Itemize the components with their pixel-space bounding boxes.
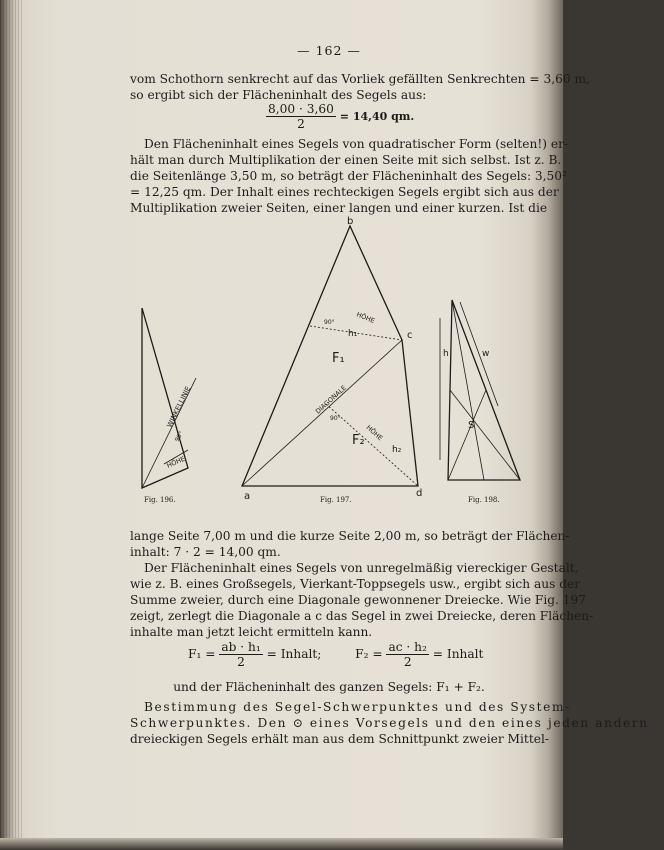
page-bottom-edge — [0, 838, 563, 850]
text-line: lange Seite 7,00 m und die kurze Seite 2,00 m, so beträgt der Flächen- — [130, 529, 570, 543]
fig198-caption: Fig. 198. — [468, 496, 500, 504]
fraction-denominator: 2 — [297, 117, 305, 131]
fig197-diagonale-label: DIAGONALE — [313, 383, 348, 416]
fraction-denominator: 2 — [403, 655, 412, 669]
figures-illustration — [130, 218, 528, 508]
f1-rhs: = Inhalt; — [266, 647, 322, 661]
fig198-h-label: h — [443, 349, 449, 359]
section-heading-line: Schwerpunktes. Den ⊙ eines Vorsegels und den eines jeden andern — [130, 716, 649, 730]
text-line: vom Schothorn senkrecht auf das Vorliek gefällten Senkrechten = 3,60 m, — [130, 72, 590, 86]
f1-lhs: F₁ = — [188, 647, 216, 661]
fig197-hoehe2-label: HÖHE — [364, 423, 385, 443]
fraction — [266, 102, 336, 131]
fig197-F1-label: F₁ — [332, 351, 345, 366]
text-line: die Seitenlänge 3,50 m, so beträgt der Flächeninhalt des Segels: 3,50² — [130, 169, 567, 183]
fig197-angle1-label: 90° — [324, 319, 335, 326]
fraction-numerator: ab · h₁ — [221, 640, 261, 654]
fig198-median2 — [452, 300, 484, 480]
fraction-denominator: 2 — [237, 655, 245, 669]
fig197-h1-label: h₁ — [348, 329, 358, 339]
fraction-numerator: 8,00 · 3,60 — [268, 102, 334, 116]
fraction — [219, 640, 262, 669]
text-line: inhalt: 7 · 2 = 14,00 qm. — [130, 545, 281, 559]
fig197-F2-label: F₂ — [352, 433, 365, 448]
text-line: wie z. B. eines Großsegels, Vierkant-Toppsegels usw., ergibt sich aus der — [130, 577, 581, 591]
fig197-vertex-c: c — [407, 330, 413, 341]
fig198-w-label: w — [482, 349, 490, 359]
formula-result: = 14,40 qm. — [339, 110, 415, 123]
fig198-median1 — [448, 390, 486, 480]
fig197-h2-label: h₂ — [392, 445, 402, 455]
fig197-angle2-label: 90° — [330, 415, 341, 422]
fraction — [386, 640, 428, 669]
text-line: inhalte man jetzt leicht ermitteln kann. — [130, 625, 373, 639]
fig196-hoehe-label: HÖHE — [165, 454, 187, 470]
fig198-w-dimension — [460, 302, 498, 406]
fig198-triangle — [448, 300, 520, 480]
text-line: zeigt, zerlegt die Diagonale a c das Segel in zwei Dreiecke, deren Flächen- — [130, 609, 594, 623]
fig196-caption: Fig. 196. — [144, 496, 176, 504]
book-spine-edge — [0, 0, 24, 850]
fig196-winkellinie-label: WINKELLINIE — [165, 385, 193, 429]
fig197-vertex-d: d — [416, 488, 423, 499]
fig197-caption: Fig. 197. — [320, 496, 352, 504]
text-line: und der Flächeninhalt des ganzen Segels: F₁ + F₂. — [173, 680, 485, 694]
fraction-numerator: ac · h₂ — [388, 640, 427, 654]
text-line: Multiplikation zweier Seiten, einer langen und einer kurzen. Ist die — [130, 201, 548, 215]
text-line: hält man durch Multiplikation der einen Seite mit sich selbst. Ist z. B. — [130, 153, 562, 167]
fig197-hoehe1-label: HÖHE — [355, 310, 376, 325]
text-line: = 12,25 qm. Der Inhalt eines rechteckigen Segels ergibt sich aus der — [130, 185, 559, 199]
fig197-vertex-b: b — [347, 216, 354, 227]
f2-lhs: F₂ = — [355, 647, 383, 661]
fig198-s-label: S — [468, 420, 475, 431]
text-line: Den Flächeninhalt eines Segels von quadratischer Form (selten!) er- — [144, 137, 569, 151]
text-line: Summe zweier, durch eine Diagonale gewonnener Dreiecke. Wie Fig. 197 — [130, 593, 587, 607]
page-number: — 162 — — [297, 43, 361, 58]
text-line: dreieckigen Segels erhält man aus dem Schnittpunkt zweier Mittel- — [130, 732, 549, 746]
text-line: so ergibt sich der Flächeninhalt des Segels aus: — [130, 88, 427, 102]
f2-rhs: = Inhalt — [432, 647, 484, 661]
formula-row — [188, 640, 586, 669]
section-heading-line: Bestimmung des Segel-Schwerpunktes und des System- — [144, 700, 571, 714]
fig198-median3 — [450, 390, 520, 480]
fig196-angle-label: 90° — [173, 430, 186, 443]
text-line: Der Flächeninhalt eines Segels von unregelmäßig viereckiger Gestalt, — [144, 561, 579, 575]
formula-area — [266, 102, 664, 131]
fig197-vertex-a: a — [244, 491, 251, 502]
